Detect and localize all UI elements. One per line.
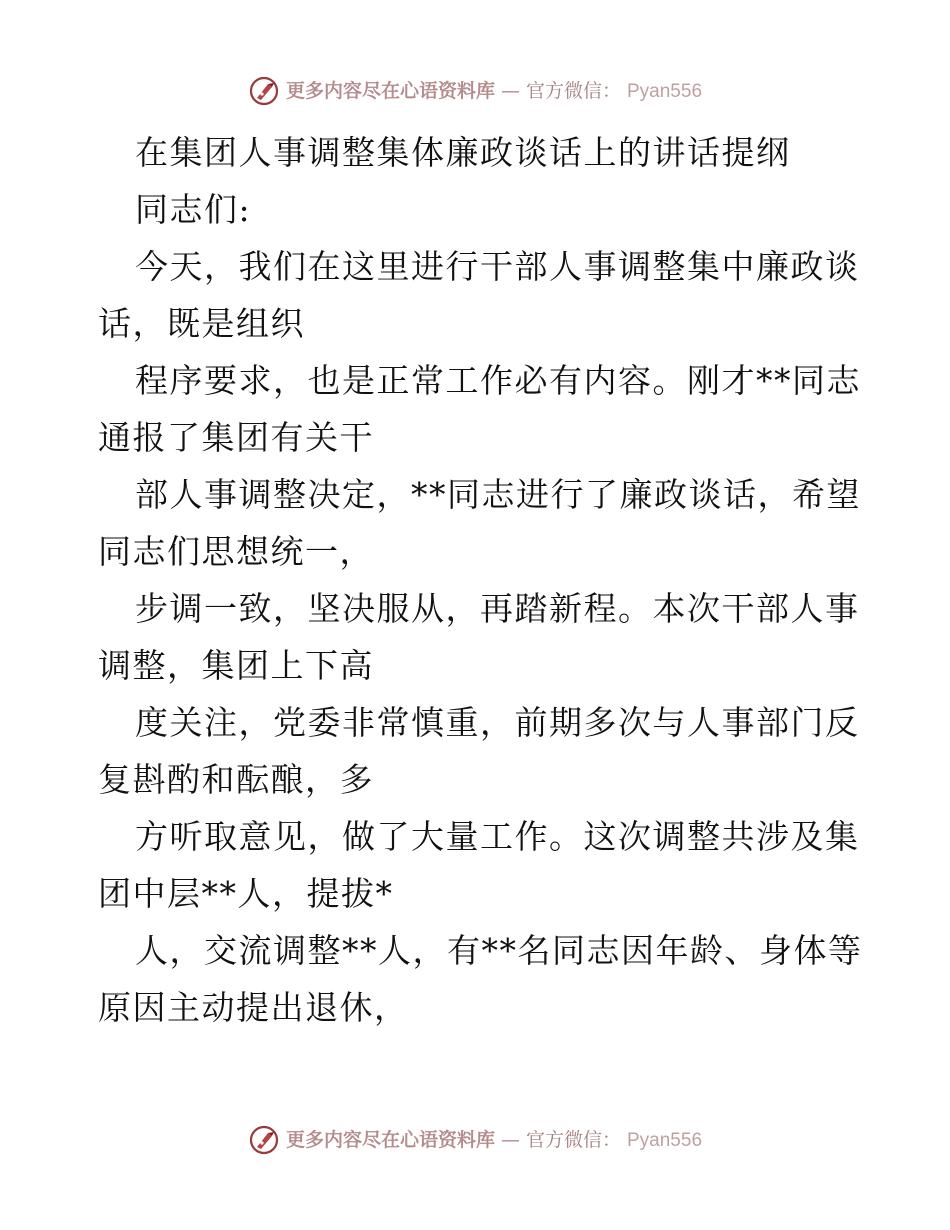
paragraph-line: 复斟酌和酝酿，多 <box>98 760 374 799</box>
paragraph-line: 调整，集团上下高 <box>98 646 374 685</box>
footer-watermark <box>0 1122 950 1158</box>
watermark-wechat-id: Pyan556 <box>627 1129 703 1151</box>
paragraph-line: 原因主动提出退休， <box>98 988 409 1027</box>
paragraph-line: 程序要求，也是正常工作必有内容。刚才**同志 <box>135 361 861 400</box>
watermark-dash: — <box>500 79 520 102</box>
salutation: 同志们: <box>135 190 252 229</box>
document-title: 在集团人事调整集体廉政谈话上的讲话提纲 <box>135 133 791 172</box>
document-body <box>98 124 863 1036</box>
watermark-site-text: 更多内容尽在心语资料库 <box>285 79 495 102</box>
paragraph-line: 部人事调整决定，**同志进行了廉政谈话，希望 <box>135 475 861 514</box>
pen-nib-logo-icon <box>248 75 280 107</box>
watermark-dash: — <box>500 1128 520 1151</box>
paragraph-line: 通报了集团有关干 <box>98 418 374 457</box>
paragraph-line: 团中层**人，提拔* <box>98 874 394 913</box>
paragraph-line: 度关注，党委非常慎重，前期多次与人事部门反 <box>135 703 860 742</box>
pen-nib-logo-icon <box>248 1124 280 1156</box>
watermark-wechat-label: 官方微信： <box>525 79 621 102</box>
header-watermark <box>0 73 950 109</box>
paragraph-line: 步调一致，坚决服从，再踏新程。本次干部人事 <box>135 589 860 628</box>
paragraph-line: 方听取意见，做了大量工作。这次调整共涉及集 <box>135 817 860 856</box>
paragraph-line: 同志们思想统一， <box>98 532 374 571</box>
paragraph-line: 人，交流调整**人，有**名同志因年龄、身体等 <box>135 931 863 970</box>
watermark-site-text: 更多内容尽在心语资料库 <box>285 1128 495 1151</box>
paragraph-line: 话，既是组织 <box>98 304 305 343</box>
watermark-wechat-id: Pyan556 <box>627 80 703 102</box>
paragraph-line: 今天，我们在这里进行干部人事调整集中廉政谈 <box>135 247 860 286</box>
watermark-wechat-label: 官方微信： <box>525 1128 621 1151</box>
